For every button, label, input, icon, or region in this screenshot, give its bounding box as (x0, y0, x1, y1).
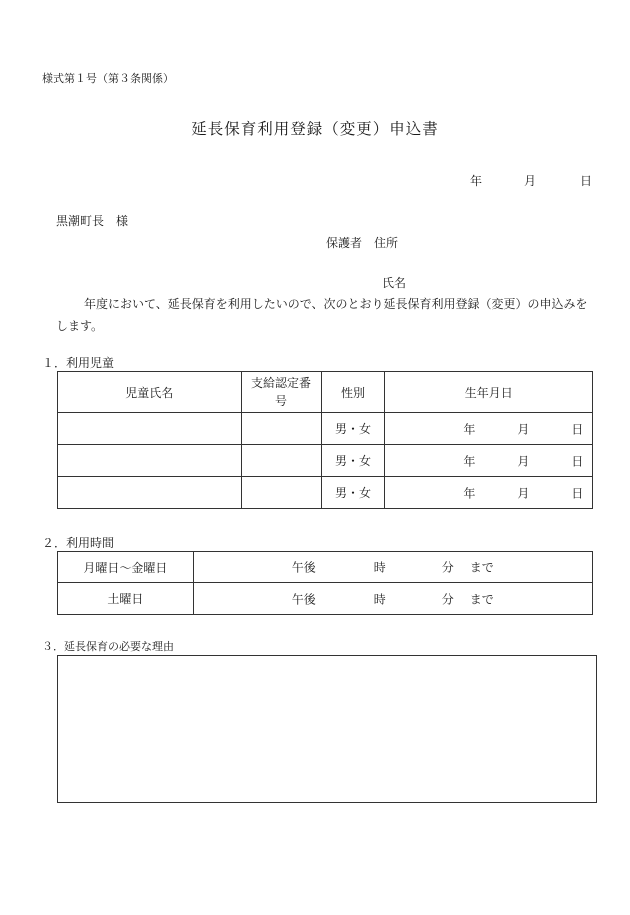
form-number: 様式第１号（第３条関係） (42, 72, 174, 85)
header-cert-number: 支給認定番号 (241, 372, 321, 413)
section-2-heading: ２．利用時間 (42, 536, 115, 550)
child-name-cell[interactable] (58, 413, 242, 445)
pm-label: 午後 (291, 560, 316, 575)
table-row (58, 413, 593, 445)
cert-number-cell[interactable] (241, 413, 321, 445)
until-label: まで (469, 560, 494, 575)
gender-cell[interactable]: 男・女 (321, 413, 385, 445)
birth-month-label: 月 (517, 422, 530, 436)
table-row (58, 477, 593, 509)
child-name-cell[interactable] (58, 445, 242, 477)
gender-cell[interactable]: 男・女 (321, 477, 385, 509)
child-table (57, 371, 593, 509)
weekday-label: 月曜日～金曜日 (58, 552, 194, 583)
header-birthdate: 生年月日 (385, 372, 593, 413)
header-gender: 性別 (321, 372, 385, 413)
date-month-label: 月 (524, 174, 537, 188)
birth-day-label: 日 (571, 422, 584, 436)
birth-month-label: 月 (517, 486, 530, 500)
table-row (58, 552, 593, 583)
addressee: 黒潮町長 様 (56, 214, 129, 228)
header-child-name: 児童氏名 (58, 372, 242, 413)
birth-day-label: 日 (571, 486, 584, 500)
pm-label: 午後 (291, 592, 316, 606)
table-row (58, 445, 593, 477)
child-name-cell[interactable] (58, 477, 242, 509)
weekday-time-cell[interactable] (193, 552, 592, 583)
minute-label: 分 (441, 592, 454, 606)
date-year-label: 年 (470, 174, 483, 188)
child-table-header (58, 372, 593, 413)
cert-number-cell[interactable] (241, 445, 321, 477)
section-1-heading: １．利用児童 (42, 356, 115, 370)
saturday-label: 土曜日 (58, 583, 194, 615)
birth-year-label: 年 (463, 454, 476, 468)
birthdate-cell[interactable] (385, 413, 593, 445)
birthdate-cell[interactable] (385, 445, 593, 477)
guardian-name-label: 氏名 (382, 276, 407, 290)
minute-label: 分 (441, 560, 454, 575)
birth-month-label: 月 (517, 454, 530, 468)
time-table (57, 551, 593, 615)
table-row (58, 583, 593, 615)
section-3-heading: ３．延長保育の必要な理由 (42, 640, 174, 653)
cert-number-cell[interactable] (241, 477, 321, 509)
birth-year-label: 年 (463, 422, 476, 436)
saturday-time-cell[interactable] (193, 583, 592, 615)
birthdate-cell[interactable] (385, 477, 593, 509)
birth-day-label: 日 (571, 454, 584, 468)
hour-label: 時 (373, 560, 386, 575)
page-title: 延長保育利用登録（変更）申込書 (191, 120, 439, 138)
reason-textarea[interactable] (57, 655, 597, 803)
hour-label: 時 (373, 592, 386, 606)
gender-cell[interactable]: 男・女 (321, 445, 385, 477)
until-label: まで (469, 592, 494, 606)
application-statement: 年度において、延長保育を利用したいので、次のとおり延長保育利用登録（変更）の申込みをします。 (56, 297, 588, 333)
birth-year-label: 年 (463, 486, 476, 500)
guardian-address-label: 保護者 住所 (326, 236, 399, 250)
date-day-label: 日 (580, 174, 593, 188)
